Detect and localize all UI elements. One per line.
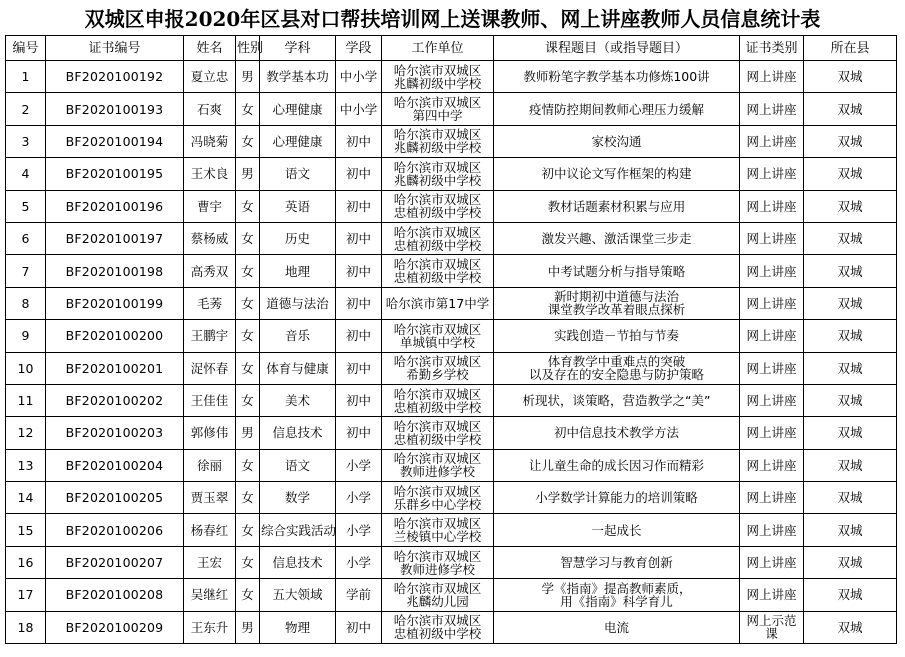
cell-name: 夏立忠 [184, 61, 236, 93]
cell-name: 高秀双 [184, 255, 236, 287]
cell-subject: 英语 [260, 190, 336, 222]
cell-certificate-type: 网上讲座 [740, 320, 804, 352]
data-table [5, 35, 897, 644]
cell-number: 11 [6, 384, 46, 416]
cell-gender: 女 [236, 579, 260, 611]
table-row [6, 93, 897, 125]
cell-number: 2 [6, 93, 46, 125]
cell-course-title: 教材话题素材积累与应用 [494, 190, 740, 222]
cell-work-unit: 哈尔滨市双城区 兆麟初级中学校 [382, 61, 494, 93]
cell-certificate-number: BF2020100201 [46, 352, 184, 384]
cell-course-title: 初中信息技术教学方法 [494, 417, 740, 449]
cell-gender: 男 [236, 417, 260, 449]
cell-course-title: 体育教学中重难点的突破 以及存在的安全隐患与防护策略 [494, 352, 740, 384]
cell-work-unit: 哈尔滨市双城区 忠植初级中学校 [382, 190, 494, 222]
cell-county: 双城 [804, 352, 897, 384]
table-body [6, 61, 897, 644]
cell-certificate-number: BF2020100195 [46, 158, 184, 190]
cell-subject: 音乐 [260, 320, 336, 352]
header-cell-certificate-number: 证书编号 [46, 36, 184, 61]
cell-county: 双城 [804, 514, 897, 546]
cell-certificate-type: 网上讲座 [740, 384, 804, 416]
cell-level: 初中 [336, 125, 382, 157]
header-cell-name: 姓名 [184, 36, 236, 61]
cell-certificate-type: 网上讲座 [740, 579, 804, 611]
cell-certificate-number: BF2020100202 [46, 384, 184, 416]
cell-number: 1 [6, 61, 46, 93]
cell-gender: 女 [236, 190, 260, 222]
cell-work-unit: 哈尔滨市双城区 教师进修学校 [382, 449, 494, 481]
cell-course-title: 初中议论文写作框架的构建 [494, 158, 740, 190]
cell-level: 中小学 [336, 93, 382, 125]
cell-gender: 女 [236, 449, 260, 481]
cell-certificate-number: BF2020100198 [46, 255, 184, 287]
cell-work-unit: 哈尔滨市双城区 兆麟初级中学校 [382, 158, 494, 190]
cell-level: 学前 [336, 579, 382, 611]
cell-level: 初中 [336, 384, 382, 416]
table-row [6, 611, 897, 643]
header-row [6, 36, 897, 61]
cell-work-unit: 哈尔滨市第17中学 [382, 287, 494, 319]
cell-certificate-number: BF2020100203 [46, 417, 184, 449]
cell-name: 毛莠 [184, 287, 236, 319]
cell-name: 王佳佳 [184, 384, 236, 416]
cell-county: 双城 [804, 546, 897, 578]
cell-number: 8 [6, 287, 46, 319]
cell-name: 徐丽 [184, 449, 236, 481]
cell-course-title: 实践创造－节拍与节奏 [494, 320, 740, 352]
cell-subject: 数学 [260, 482, 336, 514]
cell-name: 贾玉翠 [184, 482, 236, 514]
cell-course-title: 教师粉笔字教学基本功修炼100讲 [494, 61, 740, 93]
cell-certificate-number: BF2020100193 [46, 93, 184, 125]
cell-certificate-type: 网上讲座 [740, 514, 804, 546]
cell-work-unit: 哈尔滨市双城区 第四中学 [382, 93, 494, 125]
table-row [6, 514, 897, 546]
cell-subject: 心理健康 [260, 93, 336, 125]
cell-course-title: 智慧学习与教育创新 [494, 546, 740, 578]
cell-number: 14 [6, 482, 46, 514]
cell-certificate-number: BF2020100194 [46, 125, 184, 157]
table-row [6, 579, 897, 611]
cell-certificate-number: BF2020100196 [46, 190, 184, 222]
cell-name: 王鹏宇 [184, 320, 236, 352]
table-row [6, 287, 897, 319]
cell-gender: 女 [236, 93, 260, 125]
table-row [6, 449, 897, 481]
cell-gender: 男 [236, 158, 260, 190]
cell-gender: 女 [236, 546, 260, 578]
cell-level: 初中 [336, 417, 382, 449]
cell-level: 小学 [336, 514, 382, 546]
cell-name: 王宏 [184, 546, 236, 578]
cell-certificate-type: 网上讲座 [740, 222, 804, 254]
cell-certificate-number: BF2020100206 [46, 514, 184, 546]
cell-subject: 信息技术 [260, 417, 336, 449]
cell-work-unit: 哈尔滨市双城区 希勤乡学校 [382, 352, 494, 384]
cell-work-unit: 哈尔滨市双城区 忠植初级中学校 [382, 222, 494, 254]
cell-number: 7 [6, 255, 46, 287]
header-cell-certificate-type: 证书类别 [740, 36, 804, 61]
cell-name: 冯晓菊 [184, 125, 236, 157]
cell-county: 双城 [804, 482, 897, 514]
cell-work-unit: 哈尔滨市双城区 兆麟初级中学校 [382, 125, 494, 157]
table-row [6, 320, 897, 352]
cell-gender: 女 [236, 320, 260, 352]
cell-county: 双城 [804, 158, 897, 190]
cell-course-title: 激发兴趣、激活课堂三步走 [494, 222, 740, 254]
cell-gender: 男 [236, 611, 260, 643]
cell-county: 双城 [804, 287, 897, 319]
cell-work-unit: 哈尔滨市双城区 兰棱镇中心学校 [382, 514, 494, 546]
cell-subject: 信息技术 [260, 546, 336, 578]
cell-certificate-type: 网上讲座 [740, 482, 804, 514]
cell-gender: 女 [236, 482, 260, 514]
cell-course-title: 疫情防控期间教师心理压力缓解 [494, 93, 740, 125]
cell-number: 18 [6, 611, 46, 643]
cell-certificate-type: 网上讲座 [740, 352, 804, 384]
cell-level: 初中 [336, 158, 382, 190]
cell-work-unit: 哈尔滨市双城区 忠植初级中学校 [382, 384, 494, 416]
cell-county: 双城 [804, 449, 897, 481]
cell-county: 双城 [804, 579, 897, 611]
cell-course-title: 让儿童生命的成长因习作而精彩 [494, 449, 740, 481]
header-cell-number: 编号 [6, 36, 46, 61]
table-row [6, 482, 897, 514]
cell-certificate-type: 网上讲座 [740, 449, 804, 481]
cell-course-title: 一起成长 [494, 514, 740, 546]
cell-certificate-type: 网上讲座 [740, 125, 804, 157]
table-row [6, 384, 897, 416]
cell-number: 17 [6, 579, 46, 611]
cell-number: 3 [6, 125, 46, 157]
cell-course-title: 家校沟通 [494, 125, 740, 157]
cell-number: 9 [6, 320, 46, 352]
cell-name: 曹宇 [184, 190, 236, 222]
cell-certificate-number: BF2020100197 [46, 222, 184, 254]
cell-name: 浞怀春 [184, 352, 236, 384]
cell-level: 中小学 [336, 61, 382, 93]
cell-course-title: 电流 [494, 611, 740, 643]
cell-number: 5 [6, 190, 46, 222]
cell-number: 10 [6, 352, 46, 384]
cell-certificate-type: 网上讲座 [740, 287, 804, 319]
header-cell-gender: 性别 [236, 36, 260, 61]
cell-county: 双城 [804, 320, 897, 352]
cell-name: 王东升 [184, 611, 236, 643]
table-row [6, 352, 897, 384]
cell-course-title: 学《指南》提高教师素质， 用《指南》科学育儿 [494, 579, 740, 611]
cell-certificate-type: 网上讲座 [740, 255, 804, 287]
cell-work-unit: 哈尔滨市双城区 兆麟幼儿园 [382, 579, 494, 611]
header-cell-subject: 学科 [260, 36, 336, 61]
cell-work-unit: 哈尔滨市双城区 忠植初级中学校 [382, 611, 494, 643]
cell-subject: 五大领域 [260, 579, 336, 611]
cell-certificate-type: 网上讲座 [740, 190, 804, 222]
table-row [6, 546, 897, 578]
cell-county: 双城 [804, 61, 897, 93]
cell-certificate-number: BF2020100199 [46, 287, 184, 319]
cell-gender: 女 [236, 384, 260, 416]
cell-level: 小学 [336, 546, 382, 578]
cell-gender: 女 [236, 222, 260, 254]
table-row [6, 125, 897, 157]
cell-number: 6 [6, 222, 46, 254]
cell-number: 13 [6, 449, 46, 481]
cell-gender: 女 [236, 514, 260, 546]
cell-county: 双城 [804, 125, 897, 157]
table-row [6, 255, 897, 287]
cell-level: 初中 [336, 320, 382, 352]
cell-county: 双城 [804, 255, 897, 287]
cell-level: 初中 [336, 352, 382, 384]
cell-name: 郭修伟 [184, 417, 236, 449]
cell-course-title: 析现状，谈策略，营造教学之“美” [494, 384, 740, 416]
cell-certificate-type: 网上讲座 [740, 93, 804, 125]
cell-name: 杨春红 [184, 514, 236, 546]
cell-gender: 女 [236, 125, 260, 157]
cell-gender: 女 [236, 287, 260, 319]
cell-certificate-number: BF2020100208 [46, 579, 184, 611]
cell-course-title: 中考试题分析与指导策略 [494, 255, 740, 287]
cell-certificate-number: BF2020100209 [46, 611, 184, 643]
cell-name: 蔡杨威 [184, 222, 236, 254]
cell-certificate-number: BF2020100200 [46, 320, 184, 352]
cell-certificate-type: 网上讲座 [740, 61, 804, 93]
cell-subject: 语文 [260, 449, 336, 481]
table-row [6, 158, 897, 190]
cell-number: 15 [6, 514, 46, 546]
sheet-title: 双城区申报2020年区县对口帮扶培训网上送课教师、网上讲座教师人员信息统计表 [84, 6, 821, 31]
cell-subject: 体育与健康 [260, 352, 336, 384]
cell-certificate-type: 网上讲座 [740, 546, 804, 578]
cell-number: 16 [6, 546, 46, 578]
cell-work-unit: 哈尔滨市双城区 单城镇中学校 [382, 320, 494, 352]
cell-subject: 道德与法治 [260, 287, 336, 319]
table-row [6, 222, 897, 254]
cell-county: 双城 [804, 222, 897, 254]
cell-certificate-number: BF2020100204 [46, 449, 184, 481]
cell-level: 初中 [336, 611, 382, 643]
cell-certificate-type: 网上讲座 [740, 417, 804, 449]
cell-name: 吴继红 [184, 579, 236, 611]
header-cell-level: 学段 [336, 36, 382, 61]
cell-gender: 女 [236, 352, 260, 384]
cell-name: 石爽 [184, 93, 236, 125]
cell-work-unit: 哈尔滨市双城区 忠植初级中学校 [382, 255, 494, 287]
header-cell-work-unit: 工作单位 [382, 36, 494, 61]
cell-certificate-number: BF2020100207 [46, 546, 184, 578]
cell-subject: 美术 [260, 384, 336, 416]
cell-gender: 女 [236, 255, 260, 287]
cell-work-unit: 哈尔滨市双城区 忠植初级中学校 [382, 417, 494, 449]
cell-name: 王术良 [184, 158, 236, 190]
cell-course-title: 小学数学计算能力的培训策略 [494, 482, 740, 514]
cell-work-unit: 哈尔滨市双城区 教师进修学校 [382, 546, 494, 578]
cell-work-unit: 哈尔滨市双城区 乐群乡中心学校 [382, 482, 494, 514]
cell-county: 双城 [804, 93, 897, 125]
cell-subject: 历史 [260, 222, 336, 254]
cell-gender: 男 [236, 61, 260, 93]
cell-certificate-type: 网上示范 课 [740, 611, 804, 643]
cell-subject: 地理 [260, 255, 336, 287]
cell-subject: 教学基本功 [260, 61, 336, 93]
cell-subject: 语文 [260, 158, 336, 190]
cell-course-title: 新时期初中道德与法治 课堂教学改革着眼点探析 [494, 287, 740, 319]
cell-number: 12 [6, 417, 46, 449]
cell-number: 4 [6, 158, 46, 190]
cell-subject: 综合实践活动 [260, 514, 336, 546]
cell-county: 双城 [804, 384, 897, 416]
cell-certificate-number: BF2020100205 [46, 482, 184, 514]
cell-level: 初中 [336, 190, 382, 222]
cell-subject: 心理健康 [260, 125, 336, 157]
table-row [6, 61, 897, 93]
header-cell-county: 所在县 [804, 36, 897, 61]
header-cell-course-title: 课程题目（或指导题目） [494, 36, 740, 61]
cell-subject: 物理 [260, 611, 336, 643]
table-row [6, 417, 897, 449]
cell-county: 双城 [804, 611, 897, 643]
cell-level: 初中 [336, 222, 382, 254]
cell-certificate-number: BF2020100192 [46, 61, 184, 93]
cell-level: 小学 [336, 449, 382, 481]
cell-level: 初中 [336, 287, 382, 319]
cell-county: 双城 [804, 190, 897, 222]
cell-level: 小学 [336, 482, 382, 514]
cell-level: 初中 [336, 255, 382, 287]
cell-certificate-type: 网上讲座 [740, 158, 804, 190]
cell-county: 双城 [804, 417, 897, 449]
table-row [6, 190, 897, 222]
